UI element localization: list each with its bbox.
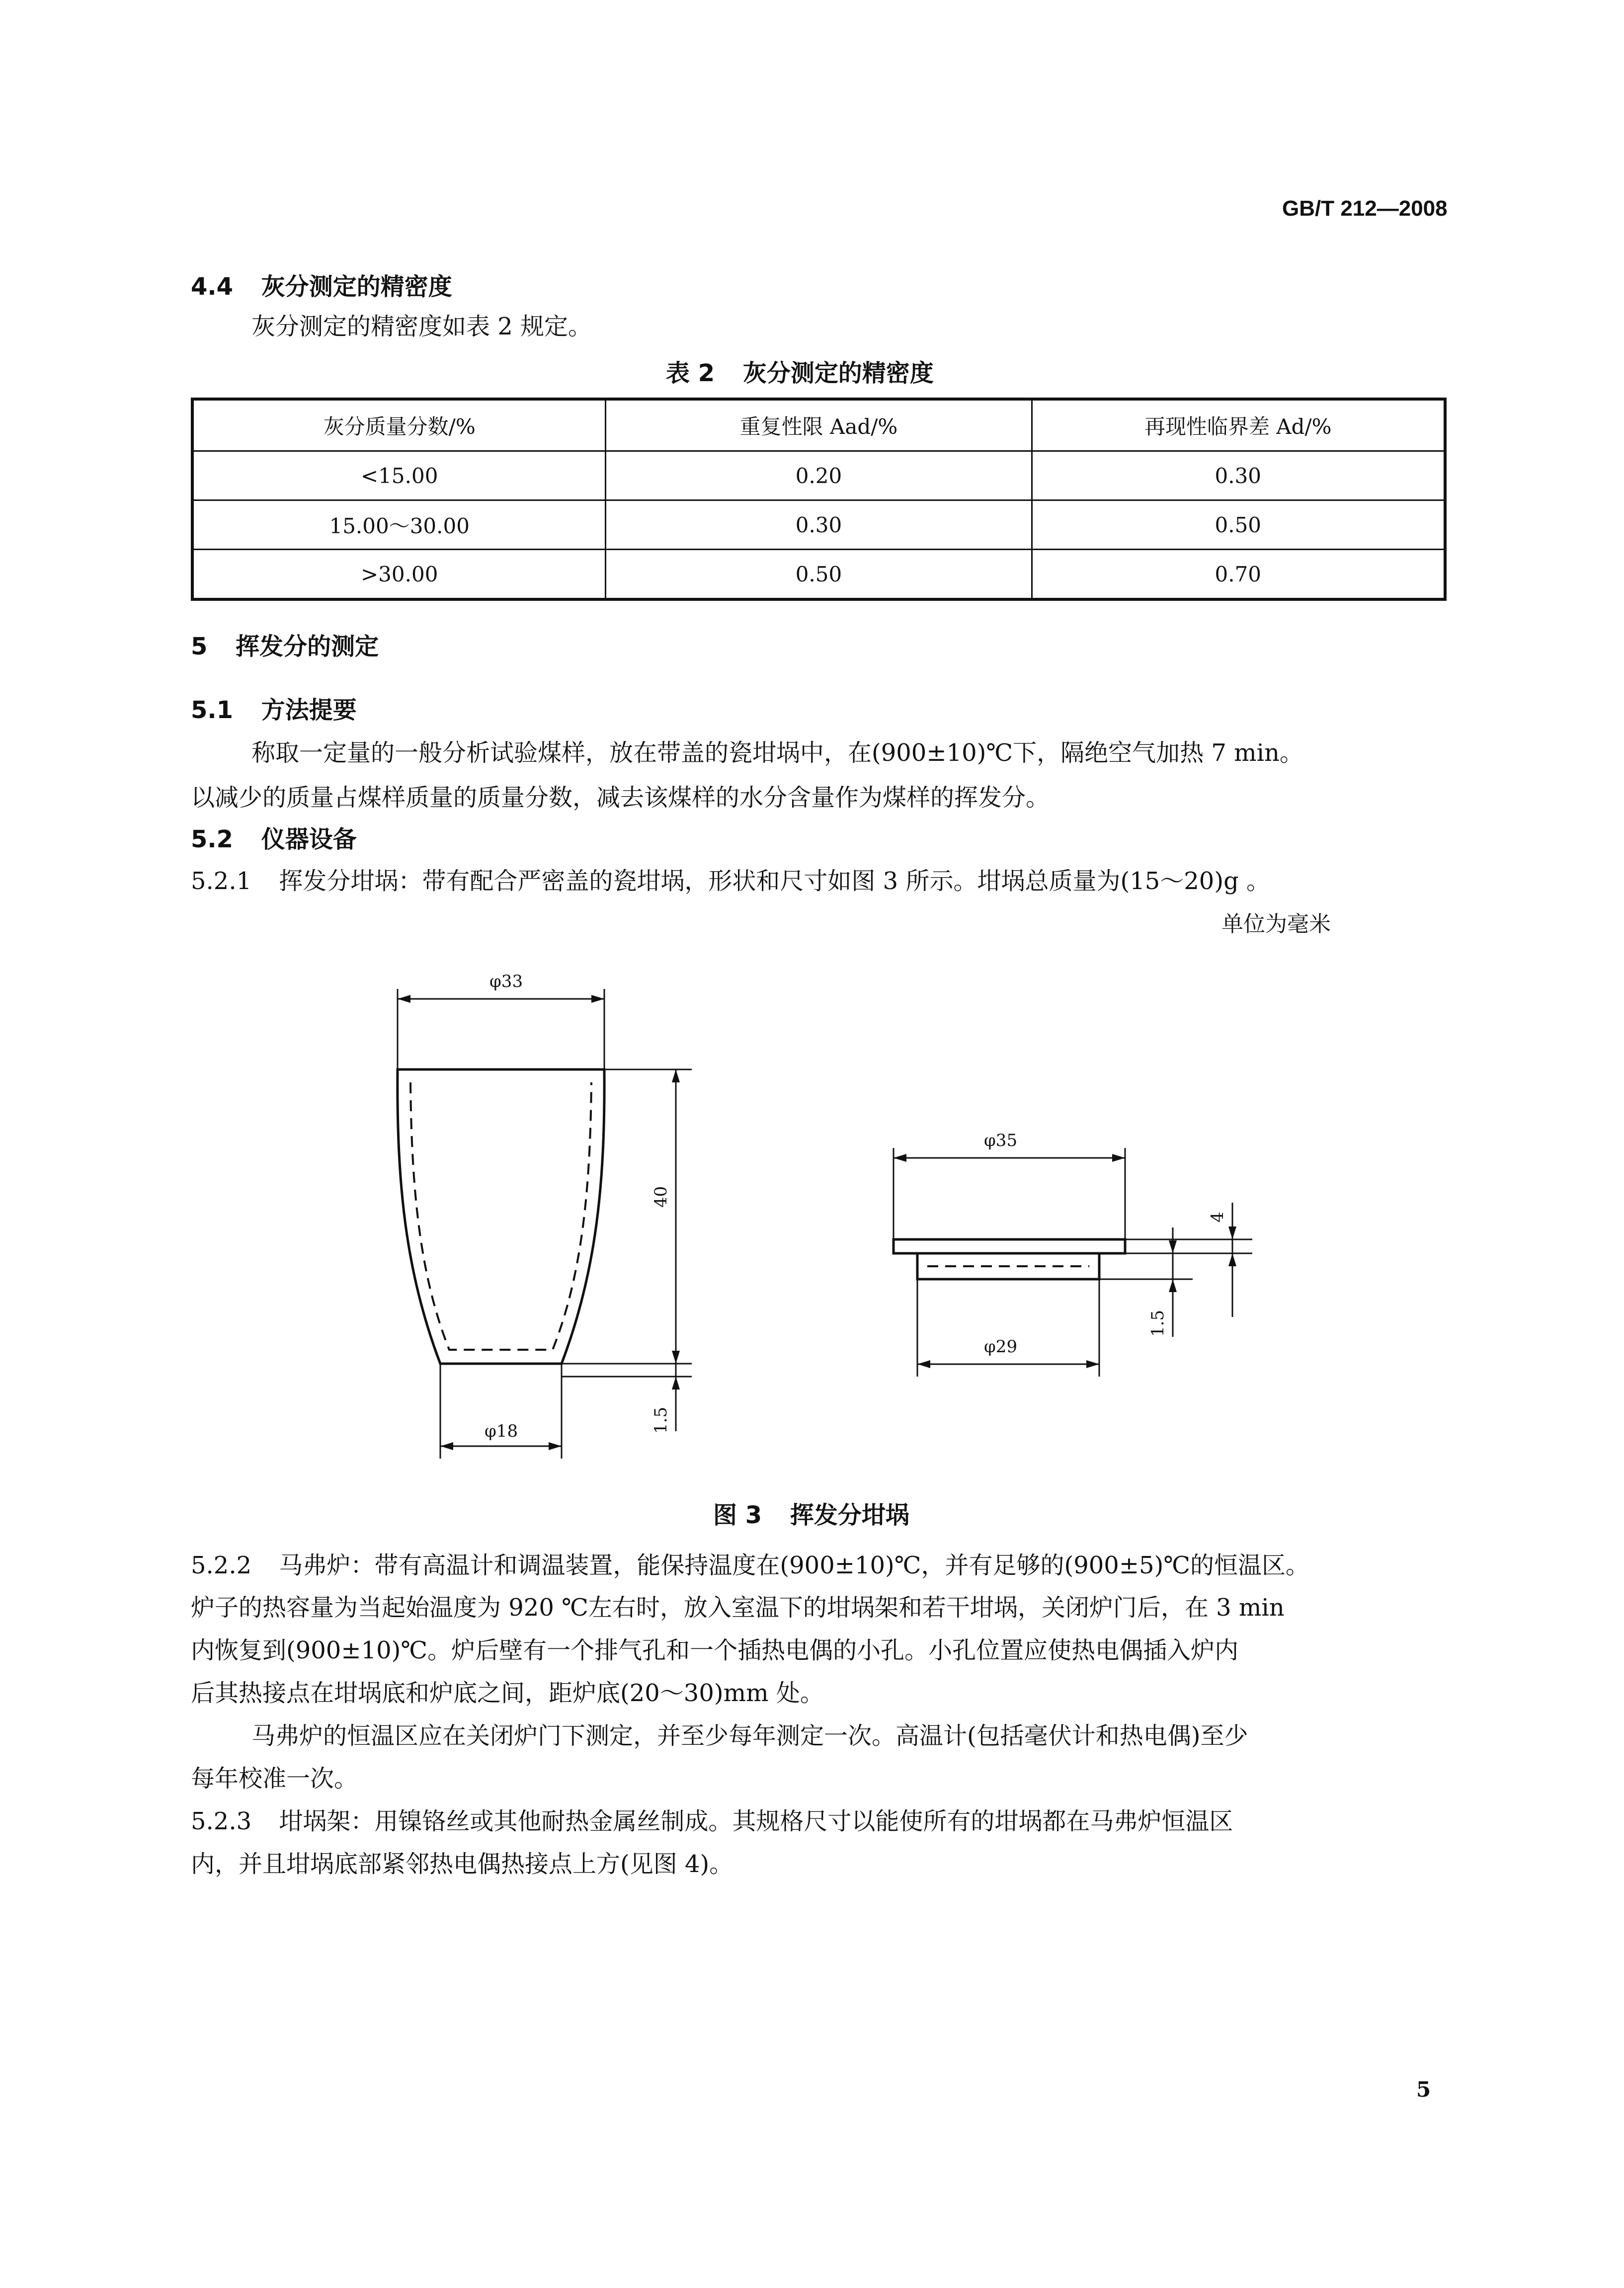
lid-top-plate — [893, 1239, 1125, 1253]
section-number: 5.2 — [191, 825, 234, 853]
crucible-top-diameter-label: φ33 — [489, 972, 523, 991]
standard-code: GB/T 212—2008 — [1282, 196, 1448, 221]
section-number: 5.1 — [191, 696, 234, 724]
table-cell: 0.30 — [1032, 451, 1445, 500]
figure-3-caption — [713, 1496, 909, 1530]
section-5-2-2-para-2-line-2: 每年校准一次。 — [191, 1765, 358, 1793]
figure-caption-number: 图 3 — [713, 1501, 762, 1529]
section-body: 马弗炉：带有高温计和调温装置，能保持温度在(900±10)℃，并有足够的(900±5)℃的恒温区。 — [279, 1552, 1309, 1579]
section-5-2-2-line-4: 后其热接点在坩埚底和炉底之间，距炉底(20～30)mm 处。 — [191, 1679, 824, 1707]
column-header-ash-fraction: 灰分质量分数/% — [192, 399, 606, 451]
column-header-reproducibility: 再现性临界差 Ad/% — [1032, 399, 1445, 451]
table-cell: 0.70 — [1032, 550, 1445, 600]
table-caption-title: 灰分测定的精密度 — [742, 359, 934, 387]
lid-top-diameter-label: φ35 — [984, 1131, 1018, 1150]
table-cell: 15.00～30.00 — [192, 500, 606, 550]
section-title: 仪器设备 — [261, 825, 357, 853]
unit-note: 单位为毫米 — [1221, 911, 1331, 937]
table-cell: 0.50 — [1032, 500, 1445, 550]
crucible-bottom-diameter-label: φ18 — [485, 1421, 518, 1441]
table-cell: <15.00 — [192, 451, 606, 500]
section-number: 5.2.1 — [191, 867, 252, 895]
figure-caption-title: 挥发分坩埚 — [790, 1501, 909, 1529]
table-cell: 0.50 — [606, 550, 1032, 600]
crucible-bottom-gap-label: 1.5 — [651, 1406, 671, 1434]
section-5-2-2-line-3: 内恢复到(900±10)℃。炉后壁有一个排气孔和一个插热电偶的小孔。小孔位置应使热电偶插入炉内 — [191, 1636, 1239, 1664]
section-5-2-2-line-2: 炉子的热容量为当起始温度为 920 ℃左右时，放入室温下的坩埚架和若干坩埚，关闭炉门后，在 3 min — [191, 1594, 1285, 1622]
table-cell: >30.00 — [192, 550, 606, 600]
section-5-1-line-1: 称取一定量的一般分析试验煤样，放在带盖的瓷坩埚中，在(900±10)℃下，隔绝空气加热 7 min。 — [251, 739, 1303, 767]
section-5-2-2-line-1 — [191, 1543, 1309, 1588]
lid-rim-height-label: 1.5 — [1148, 1309, 1168, 1337]
table-cell: 0.20 — [606, 451, 1032, 500]
section-title: 方法提要 — [261, 696, 357, 724]
section-title: 灰分测定的精密度 — [261, 273, 452, 301]
section-title: 挥发分的测定 — [236, 633, 379, 660]
crucible-body — [398, 1069, 604, 1364]
section-5-1-line-2: 以减少的质量占煤样质量的质量分数，减去该煤样的水分含量作为煤样的挥发分。 — [191, 784, 1050, 812]
page-number: 5 — [1416, 2077, 1431, 2102]
section-body: 坩埚架：用镍铬丝或其他耐热金属丝制成。其规格尺寸以能使所有的坩埚都在马弗炉恒温区 — [279, 1807, 1233, 1835]
section-number: 4.4 — [191, 273, 234, 301]
section-5-2-2-para-2-line-1: 马弗炉的恒温区应在关闭炉门下测定，并至少每年测定一次。高温计(包括毫伏计和热电偶)至少 — [251, 1722, 1248, 1750]
section-number: 5.2.3 — [191, 1807, 252, 1835]
crucible-height-label: 40 — [651, 1186, 671, 1208]
section-body: 挥发分坩埚：带有配合严密盖的瓷坩埚，形状和尺寸如图 3 所示。坩埚总质量为(15～20)g 。 — [279, 867, 1271, 895]
table-caption-number: 表 2 — [666, 359, 715, 387]
table-cell: 0.30 — [606, 500, 1032, 550]
section-number: 5.2.2 — [191, 1552, 252, 1579]
lid-thickness-label: 4 — [1208, 1212, 1227, 1223]
section-4-4-text: 灰分测定的精密度如表 2 规定。 — [251, 313, 592, 340]
section-5-2-3-line-2: 内，并且坩埚底部紧邻热电偶热接点上方(见图 4)。 — [191, 1850, 733, 1878]
crucible-inner-wall — [410, 1082, 591, 1350]
lid-rim-diameter-label: φ29 — [984, 1337, 1018, 1357]
column-header-repeatability: 重复性限 Aad/% — [606, 399, 1032, 451]
section-number: 5 — [191, 633, 208, 660]
section-5-2-3-line-1 — [191, 1799, 1233, 1844]
